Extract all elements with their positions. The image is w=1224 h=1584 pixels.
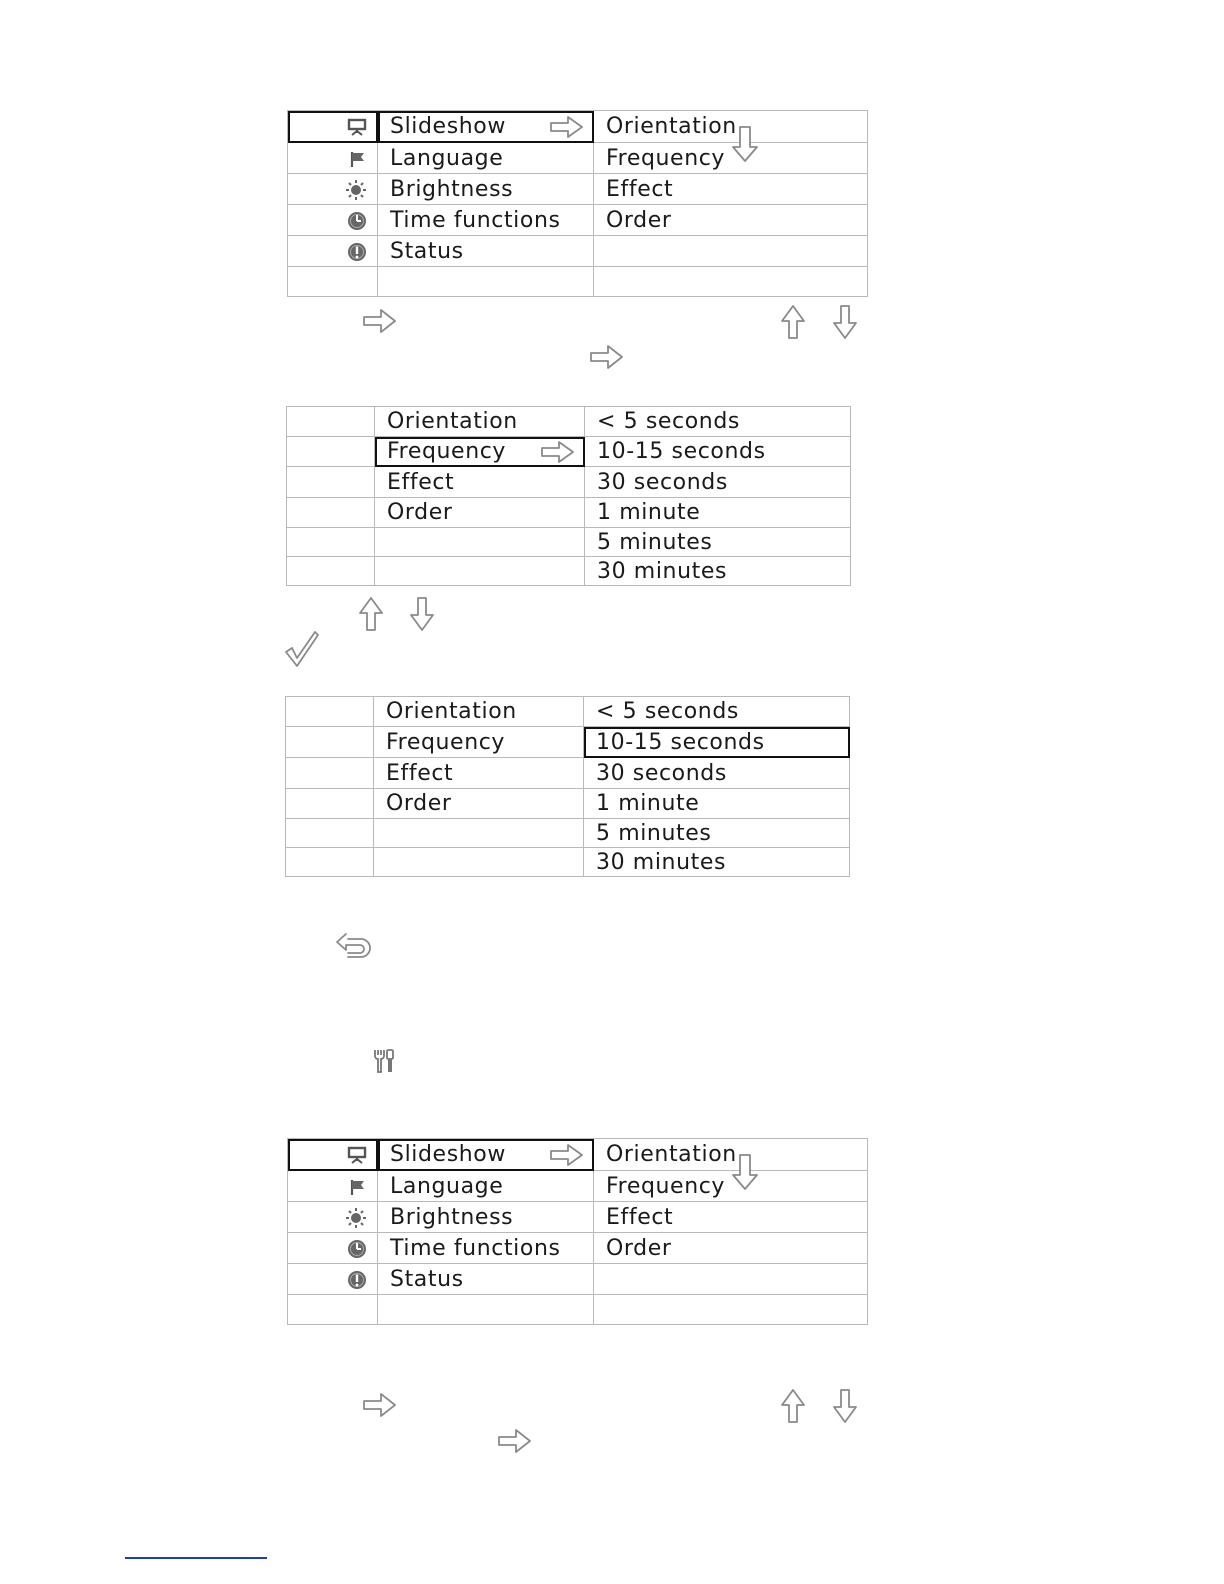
menu-item-label: Brightness <box>390 176 514 202</box>
empty-cell <box>287 437 375 467</box>
option-label: Order <box>386 791 452 816</box>
value-option[interactable] <box>585 498 851 528</box>
value-label: 5 minutes <box>597 529 713 555</box>
menu-icon-cell <box>288 1233 378 1264</box>
right-arrow-icon <box>497 1428 533 1454</box>
up-arrow-icon <box>780 1388 806 1424</box>
menu-item-brightness[interactable] <box>378 174 594 205</box>
sun-icon <box>345 179 367 201</box>
empty-cell <box>287 528 375 557</box>
option-label: Effect <box>387 469 455 495</box>
empty-cell <box>287 498 375 528</box>
clock-icon <box>347 211 367 231</box>
value-label: 10-15 seconds <box>596 729 765 755</box>
menu-icon-cell <box>288 1264 378 1295</box>
menu-item-slideshow[interactable] <box>378 1139 594 1171</box>
main-menu-table-2 <box>287 1138 868 1325</box>
value-option[interactable] <box>584 758 850 789</box>
sun-icon <box>345 1207 367 1229</box>
empty-cell <box>286 789 374 819</box>
frequency-table-2 <box>285 696 850 877</box>
empty-cell <box>286 697 374 727</box>
option-order[interactable] <box>375 498 585 528</box>
empty-cell <box>375 557 585 586</box>
value-label: 5 minutes <box>596 820 712 846</box>
info-icon <box>347 242 367 262</box>
right-arrow-icon <box>362 308 398 334</box>
menu-icon-cell[interactable] <box>288 1139 378 1171</box>
value-label: < 5 seconds <box>597 409 740 434</box>
menu-item-status[interactable] <box>378 1264 594 1295</box>
empty-cell <box>288 267 378 297</box>
empty-cell <box>375 528 585 557</box>
info-icon <box>347 1270 367 1290</box>
empty-cell <box>286 819 374 848</box>
menu-icon-cell <box>288 205 378 236</box>
menu-item-language[interactable] <box>378 1171 594 1202</box>
menu-item-label: Language <box>390 145 504 171</box>
submenu-item-order[interactable] <box>594 205 868 236</box>
menu-item-time-functions[interactable] <box>378 205 594 236</box>
value-option[interactable] <box>585 437 851 467</box>
up-arrow-icon <box>780 304 806 340</box>
option-frequency[interactable] <box>375 437 585 467</box>
value-option[interactable] <box>584 819 850 848</box>
empty-cell <box>378 267 594 297</box>
submenu-item-label: Order <box>606 207 672 233</box>
footnote-rule <box>125 1557 267 1559</box>
option-effect[interactable] <box>375 467 585 498</box>
value-option[interactable] <box>585 557 851 586</box>
submenu-item-label: Frequency <box>606 1173 726 1199</box>
value-label: 1 minute <box>597 500 701 525</box>
value-option[interactable] <box>585 467 851 498</box>
submenu-item-label: Effect <box>606 176 674 202</box>
option-orientation[interactable] <box>375 407 585 437</box>
value-label: 1 minute <box>596 791 700 816</box>
menu-item-status[interactable] <box>378 236 594 267</box>
empty-cell <box>286 758 374 789</box>
empty-cell <box>286 727 374 758</box>
down-arrow-icon <box>832 304 858 340</box>
empty-cell <box>594 1295 868 1325</box>
menu-icon-cell <box>288 174 378 205</box>
empty-cell <box>374 848 584 877</box>
down-arrow-icon <box>832 1388 858 1424</box>
value-label: 30 minutes <box>597 558 728 584</box>
submenu-item-label: Orientation <box>606 114 737 139</box>
value-option[interactable] <box>584 697 850 727</box>
option-label: Effect <box>386 760 454 786</box>
option-label: Orientation <box>387 409 518 434</box>
menu-icon-cell <box>288 236 378 267</box>
empty-cell <box>287 407 375 437</box>
empty-cell <box>378 1295 594 1325</box>
menu-item-brightness[interactable] <box>378 1202 594 1233</box>
option-label: Order <box>387 500 453 525</box>
value-option[interactable] <box>584 848 850 877</box>
menu-icon-cell <box>288 1171 378 1202</box>
flag-icon <box>349 1178 367 1196</box>
option-frequency[interactable] <box>374 727 584 758</box>
option-label: Orientation <box>386 699 517 724</box>
value-label: 30 seconds <box>597 469 728 495</box>
empty-cell <box>374 819 584 848</box>
menu-item-label: Brightness <box>390 1204 514 1230</box>
empty-cell <box>594 267 868 297</box>
option-orientation[interactable] <box>374 697 584 727</box>
slideshow-icon <box>347 1146 367 1164</box>
empty-cell <box>286 848 374 877</box>
menu-item-label: Status <box>390 1266 464 1292</box>
submenu-item-effect[interactable] <box>594 1202 868 1233</box>
submenu-item-label: Frequency <box>606 145 726 171</box>
flag-icon <box>349 150 367 168</box>
menu-icon-cell[interactable] <box>288 111 378 143</box>
menu-item-slideshow[interactable] <box>378 111 594 143</box>
empty-cell <box>288 1295 378 1325</box>
up-arrow-icon <box>358 596 384 632</box>
option-label: Frequency <box>387 439 507 464</box>
option-effect[interactable] <box>374 758 584 789</box>
value-option[interactable] <box>585 407 851 437</box>
option-order[interactable] <box>374 789 584 819</box>
clock-icon <box>347 1239 367 1259</box>
down-arrow-icon <box>731 125 759 163</box>
empty-cell <box>594 1264 868 1295</box>
value-option-selected[interactable] <box>584 727 850 758</box>
down-arrow-icon <box>409 596 435 632</box>
value-option[interactable] <box>584 789 850 819</box>
submenu-item-order[interactable] <box>594 1233 868 1264</box>
submenu-item-label: Order <box>606 1235 672 1261</box>
menu-item-label: Time functions <box>390 1235 561 1261</box>
right-arrow-icon <box>549 1143 585 1167</box>
right-arrow-icon <box>540 440 576 464</box>
value-label: 30 seconds <box>596 760 727 786</box>
value-label: 10-15 seconds <box>597 439 766 464</box>
menu-item-label: Language <box>390 1173 504 1199</box>
checkmark-icon <box>284 630 320 668</box>
empty-cell <box>594 236 868 267</box>
slideshow-icon <box>347 118 367 136</box>
option-label: Frequency <box>386 729 506 755</box>
menu-item-label: Status <box>390 238 464 264</box>
menu-icon-cell <box>288 143 378 174</box>
menu-item-label: Slideshow <box>390 114 506 139</box>
value-label: < 5 seconds <box>596 699 739 724</box>
menu-item-label: Time functions <box>390 207 561 233</box>
submenu-item-label: Effect <box>606 1204 674 1230</box>
submenu-item-label: Orientation <box>606 1142 737 1167</box>
menu-item-language[interactable] <box>378 143 594 174</box>
back-icon <box>334 931 372 959</box>
right-arrow-icon <box>362 1392 398 1418</box>
menu-icon-cell <box>288 1202 378 1233</box>
right-arrow-icon <box>549 115 585 139</box>
empty-cell <box>287 467 375 498</box>
down-arrow-icon <box>731 1153 759 1191</box>
submenu-item-effect[interactable] <box>594 174 868 205</box>
menu-item-time-functions[interactable] <box>378 1233 594 1264</box>
frequency-table-1 <box>286 406 851 586</box>
value-option[interactable] <box>585 528 851 557</box>
value-label: 30 minutes <box>596 849 727 875</box>
menu-item-label: Slideshow <box>390 1142 506 1167</box>
settings-icon <box>370 1047 398 1075</box>
empty-cell <box>287 557 375 586</box>
main-menu-table-1 <box>287 110 868 297</box>
right-arrow-icon <box>589 344 625 370</box>
